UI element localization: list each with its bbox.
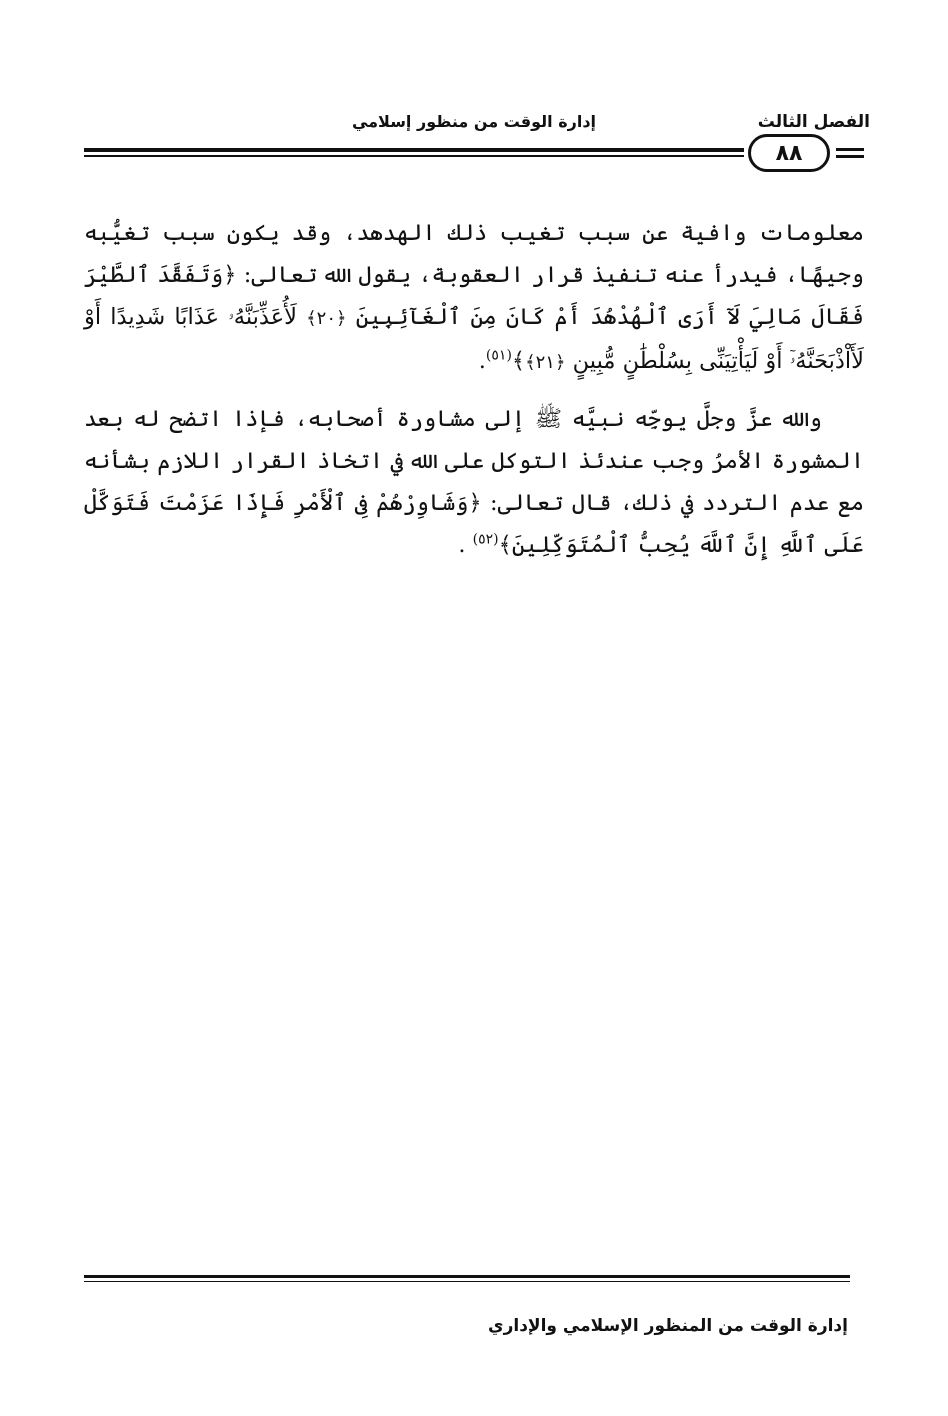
page-body: [84, 212, 864, 566]
quran-verse: لَأُعَذِّبَنَّهُۥ عَذَابًا شَدِيدًا أَوْ لَأَاْذْبَحَنَّهُۥٓ أَوْ لَيَأْتِيَنِّى بِسُلْطَٰنٍ مُّبِينٍ: [84, 304, 864, 374]
ayah-number-marker: ﴿٢١﴾: [525, 352, 566, 373]
page-number: ٨٨: [748, 134, 830, 172]
header-rule-tail: [836, 155, 864, 158]
paragraph-hoopoe: [84, 212, 864, 384]
paragraph-end: .: [478, 348, 486, 374]
page-header: [84, 112, 870, 182]
quran-verse: ﴿وَشَاوِرْهُمْ فِى ٱلْأَمْرِ فَإِذَا عَزَمْتَ فَتَوَكَّلْ عَلَى ٱللَّهِ إِنَّ ٱللَّهَ يُحِبُّ ٱلْمُتَوَكِّلِينَ﴾: [84, 490, 864, 558]
paragraph-text: معلومات وافية عن سبب تغيب ذلك الهدهد، وقد يكون سبب تغيُّبه وجيهًا، فيدرأ عنه تنفيذ قرار العقوبة، يقول الله تعالى:: [84, 220, 864, 288]
footer-rule-thick: [84, 1275, 850, 1278]
header-rule-thin: [84, 155, 744, 157]
running-book-title: إدارة الوقت من منظور إسلامي: [351, 112, 597, 131]
quran-bracket: ﴾: [511, 348, 526, 374]
ayah-number-marker: ﴿٢٠﴾: [306, 308, 347, 329]
header-rule-thick: [84, 148, 744, 152]
footnote-reference: (٥١): [485, 347, 512, 364]
chapter-title: الفصل الثالث: [757, 112, 870, 132]
paragraph-consultation: [84, 398, 864, 566]
paragraph-end: .: [458, 532, 473, 558]
paragraph-text: والله عزَّ وجلَّ يوجِّه نبيَّه ﷺ إلى مشاورة أصحابه، فإذا اتضح له بعد المشورة الأمرُ وجب عندئذ التوكل على الله في اتخاذ القرار اللازم بشأنه مع عدم التردد في ذلك، قال تعالى:: [84, 406, 865, 516]
footnote-reference: (٥٢): [472, 531, 499, 548]
quran-verse: ﴿وَتَفَقَّدَ ٱلطَّيْرَ فَقَالَ مَالِيَ لَآ أَرَى ٱلْهُدْهُدَ أَمْ كَانَ مِنَ ٱلْغَآئِبِينَ: [84, 262, 864, 330]
footer-book-title: إدارة الوقت من المنظور الإسلامي والإداري: [488, 1316, 848, 1336]
header-rule-tail: [836, 148, 864, 151]
footer-rule-thin: [84, 1281, 850, 1282]
